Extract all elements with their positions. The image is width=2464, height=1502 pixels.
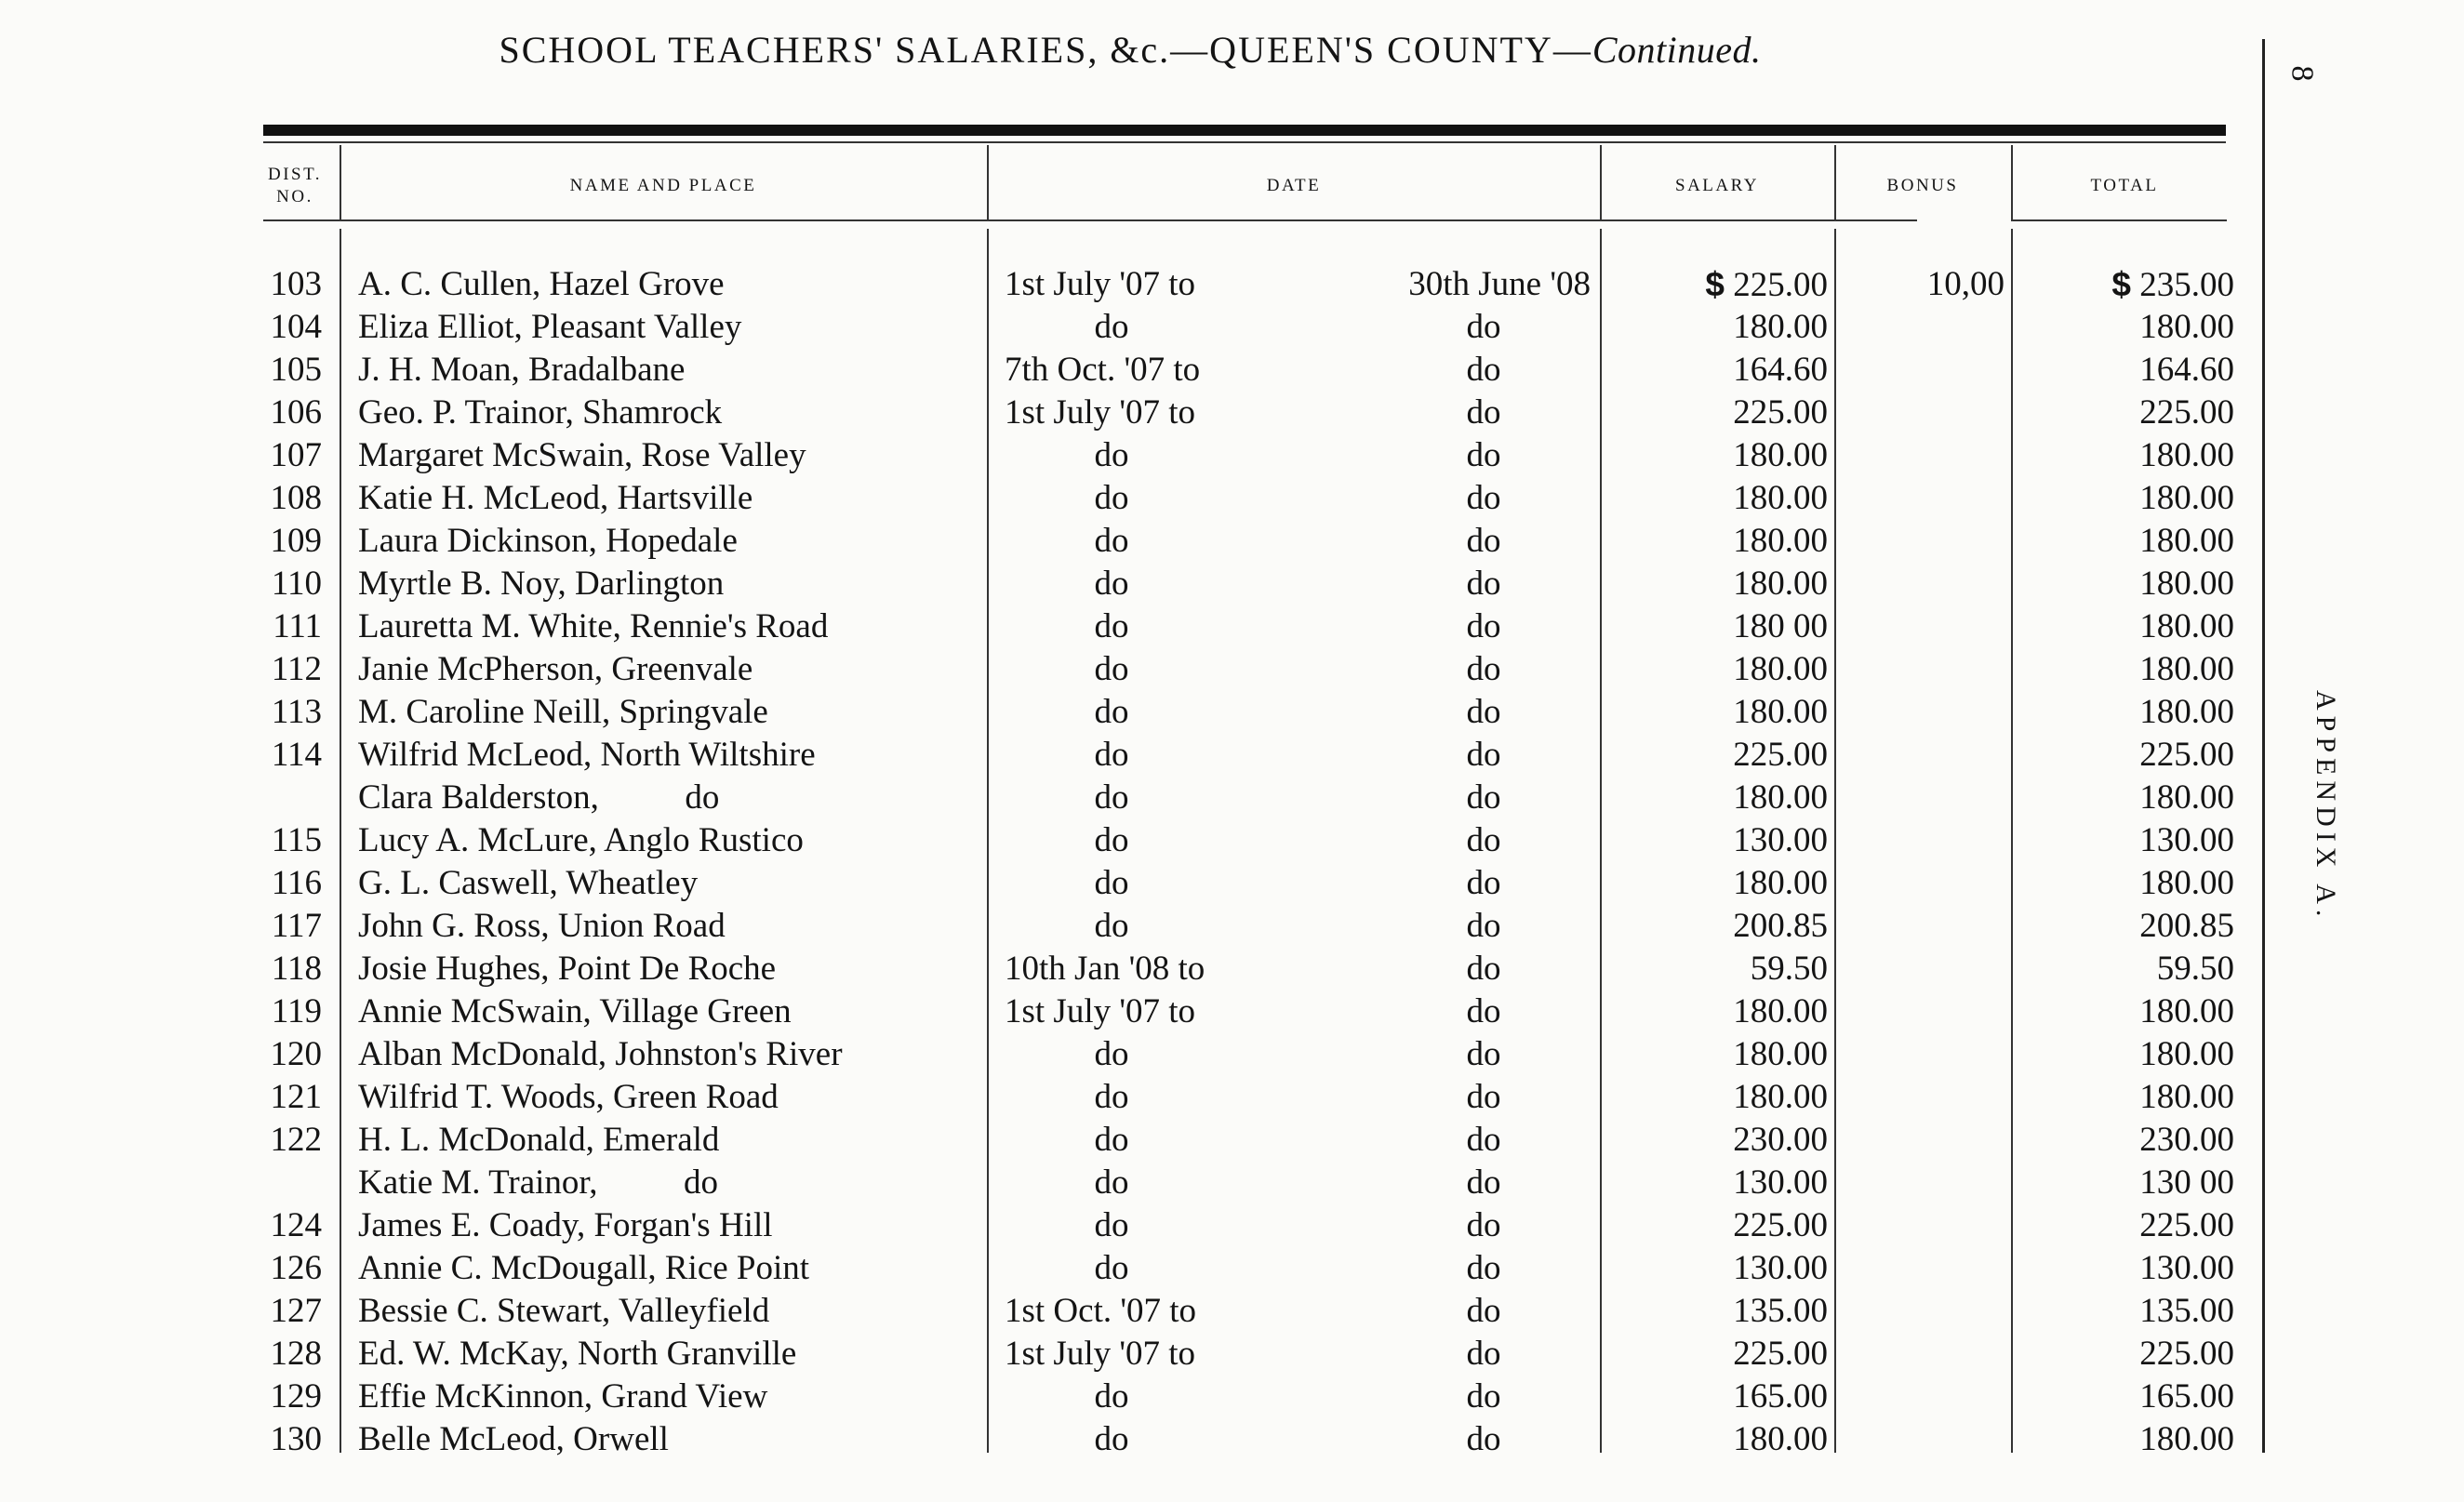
table-row — [0, 777, 2251, 819]
dist-no-cell: 109 — [270, 522, 322, 560]
table-row — [0, 477, 2251, 520]
date-from-cell: do — [1094, 1163, 1129, 1202]
date-to-cell: do — [1466, 1163, 1501, 1202]
salary-cell: 180.00 — [1733, 650, 1828, 688]
date-to-cell: do — [1466, 522, 1501, 560]
name-place-cell: Katie M. Trainor, do — [358, 1163, 719, 1202]
salary-cell: 130.00 — [1733, 1249, 1828, 1287]
name-place-cell: Belle McLeod, Orwell — [358, 1420, 669, 1458]
name-place-cell: Eliza Elliot, Pleasant Valley — [358, 308, 742, 346]
total-cell: 165.00 — [2139, 1377, 2234, 1416]
column-divider — [2011, 145, 2013, 219]
date-from-cell: 1st July '07 to — [1005, 265, 1196, 303]
dist-no-cell: 107 — [270, 436, 322, 474]
name-place-cell: Margaret McSwain, Rose Valley — [358, 436, 806, 474]
salary-cell: 225.00 — [1733, 1206, 1828, 1244]
name-place-cell: Alban McDonald, Johnston's River — [358, 1035, 843, 1073]
table-row — [0, 990, 2251, 1033]
table-row — [0, 648, 2251, 691]
date-from-cell: do — [1094, 907, 1129, 945]
salary-cell: 180.00 — [1733, 308, 1828, 346]
salary-cell: 225.00 — [1733, 1335, 1828, 1373]
date-to-cell: do — [1466, 1335, 1501, 1373]
page-title-main: SCHOOL TEACHERS' SALARIES, &c.—QUEEN'S COUNTY— — [499, 29, 1592, 71]
name-place-cell: Josie Hughes, Point De Roche — [358, 950, 777, 988]
name-place-cell: Annie McSwain, Village Green — [358, 992, 792, 1030]
table-row — [0, 392, 2251, 434]
header-thick-rule — [263, 125, 2226, 136]
dist-no-cell: 127 — [270, 1292, 322, 1330]
total-cell: 180.00 — [2139, 479, 2234, 517]
name-place-cell: Lucy A. McLure, Anglo Rustico — [358, 821, 804, 859]
table-row — [0, 349, 2251, 392]
date-to-cell: do — [1466, 308, 1501, 346]
name-place-cell: Laura Dickinson, Hopedale — [358, 522, 738, 560]
total-cell: 164.60 — [2139, 351, 2234, 389]
name-place-cell: Myrtle B. Noy, Darlington — [358, 565, 725, 603]
date-to-cell: do — [1466, 607, 1501, 645]
salary-cell: 225.00 — [1733, 736, 1828, 774]
dist-no-cell: 104 — [270, 308, 322, 346]
total-cell: 180.00 — [2139, 864, 2234, 902]
salary-cell: 180 00 — [1733, 607, 1828, 645]
total-cell: 130.00 — [2139, 821, 2234, 859]
total-cell: 225.00 — [2139, 1335, 2234, 1373]
name-place-cell: Lauretta M. White, Rennie's Road — [358, 607, 829, 645]
total-cell: 230.00 — [2139, 1121, 2234, 1159]
name-place-cell: Effie McKinnon, Grand View — [358, 1377, 768, 1416]
header-bottom-rule — [1444, 219, 1600, 221]
date-from-cell: do — [1094, 1420, 1129, 1458]
date-from-cell: do — [1094, 864, 1129, 902]
name-place-cell: H. L. McDonald, Emerald — [358, 1121, 720, 1159]
date-to-cell: do — [1466, 436, 1501, 474]
total-cell: 59.50 — [2156, 950, 2234, 988]
table-row — [0, 434, 2251, 477]
page-title-continued: Continued. — [1592, 29, 1762, 71]
total-cell: 180.00 — [2139, 1035, 2234, 1073]
salary-cell: 230.00 — [1733, 1121, 1828, 1159]
table-row — [0, 306, 2251, 349]
table-row — [0, 691, 2251, 734]
table-row — [0, 1076, 2251, 1119]
dist-no-cell: 113 — [271, 693, 322, 731]
name-place-cell: Ed. W. McKay, North Granville — [358, 1335, 797, 1373]
dist-no-cell: 106 — [270, 393, 322, 432]
salary-cell: 180.00 — [1733, 436, 1828, 474]
header-bonus: BONUS — [1886, 176, 1959, 196]
table-row — [0, 263, 2251, 306]
page-number: 8 — [2284, 65, 2320, 82]
page-right-border — [2262, 39, 2265, 1453]
date-from-cell: do — [1094, 821, 1129, 859]
dist-no-cell: 120 — [270, 1035, 322, 1073]
page-title — [0, 28, 2260, 72]
salary-cell: 164.60 — [1733, 351, 1828, 389]
salary-cell: 165.00 — [1733, 1377, 1828, 1416]
date-to-cell: do — [1466, 821, 1501, 859]
total-cell: 180.00 — [2139, 565, 2234, 603]
salary-cell: 59.50 — [1750, 950, 1828, 988]
total-cell: 180.00 — [2139, 992, 2234, 1030]
name-place-cell: Geo. P. Trainor, Shamrock — [358, 393, 723, 432]
date-from-cell: do — [1094, 778, 1129, 817]
table-row — [0, 1119, 2251, 1162]
date-to-cell: do — [1466, 907, 1501, 945]
table-row — [0, 1376, 2251, 1418]
salary-cell: 180.00 — [1733, 1078, 1828, 1116]
table-row — [0, 1418, 2251, 1461]
date-to-cell: do — [1466, 1420, 1501, 1458]
appendix-label: APPENDIX A. — [2311, 690, 2341, 923]
table-row — [0, 734, 2251, 777]
header-date: DATE — [1266, 176, 1322, 196]
date-to-cell: do — [1466, 1035, 1501, 1073]
bonus-cell: 10,00 — [1926, 265, 2004, 303]
dist-no-cell: 126 — [270, 1249, 322, 1287]
currency-symbol: $ — [2111, 265, 2131, 303]
date-to-cell: do — [1466, 1292, 1501, 1330]
date-from-cell: do — [1094, 693, 1129, 731]
total-cell: 130.00 — [2139, 1249, 2234, 1287]
date-from-cell: do — [1094, 522, 1129, 560]
table-row — [0, 862, 2251, 905]
dist-no-cell: 118 — [271, 950, 322, 988]
table-row — [0, 1247, 2251, 1290]
dist-no-cell: 108 — [270, 479, 322, 517]
total-cell: 180.00 — [2139, 650, 2234, 688]
total-cell: 180.00 — [2139, 436, 2234, 474]
name-place-cell: G. L. Caswell, Wheatley — [358, 864, 699, 902]
name-place-cell: John G. Ross, Union Road — [358, 907, 726, 945]
header-bottom-rule — [2011, 219, 2227, 221]
dist-no-cell: 128 — [270, 1335, 322, 1373]
date-to-cell: do — [1466, 1078, 1501, 1116]
date-from-cell: do — [1094, 479, 1129, 517]
table-row — [0, 905, 2251, 948]
name-place-cell: James E. Coady, Forgan's Hill — [358, 1206, 773, 1244]
name-place-cell: Wilfrid T. Woods, Green Road — [358, 1078, 779, 1116]
total-cell: 225.00 — [2139, 736, 2234, 774]
total-cell: 225.00 — [2139, 1206, 2234, 1244]
header-total: TOTAL — [2090, 176, 2159, 196]
dist-no-cell: 111 — [273, 607, 322, 645]
date-to-cell: do — [1466, 693, 1501, 731]
date-from-cell: do — [1094, 1121, 1129, 1159]
salary-cell: 180.00 — [1733, 992, 1828, 1030]
salary-cell: 130.00 — [1733, 1163, 1828, 1202]
dist-no-cell: 115 — [271, 821, 322, 859]
table-row — [0, 948, 2251, 990]
date-from-cell: do — [1094, 1078, 1129, 1116]
salary-cell: 180.00 — [1733, 522, 1828, 560]
date-from-cell: do — [1094, 607, 1129, 645]
total-cell: 135.00 — [2139, 1292, 2234, 1330]
table-row — [0, 605, 2251, 648]
date-to-cell: do — [1466, 864, 1501, 902]
date-to-cell: do — [1466, 393, 1501, 432]
dist-no-cell: 117 — [271, 907, 322, 945]
column-divider — [1834, 145, 1836, 219]
dist-no-cell: 121 — [270, 1078, 322, 1116]
salary-cell: 180.00 — [1733, 778, 1828, 817]
name-place-cell: Katie H. McLeod, Hartsville — [358, 479, 753, 517]
dist-no-cell: 124 — [270, 1206, 322, 1244]
date-from-cell: 7th Oct. '07 to — [1005, 351, 1201, 389]
column-divider — [987, 145, 989, 219]
date-from-cell: do — [1094, 565, 1129, 603]
date-from-cell: do — [1094, 308, 1129, 346]
header-salary: SALARY — [1675, 176, 1759, 196]
name-place-cell: Annie C. McDougall, Rice Point — [358, 1249, 810, 1287]
table-row — [0, 1162, 2251, 1204]
name-place-cell: Wilfrid McLeod, North Wiltshire — [358, 736, 816, 774]
total-cell: 180.00 — [2139, 522, 2234, 560]
salary-cell-value: 225.00 — [1733, 266, 1828, 304]
date-from-cell: do — [1094, 1377, 1129, 1416]
header-dist-no: DIST. NO. — [267, 165, 323, 206]
name-place-cell: A. C. Cullen, Hazel Grove — [358, 265, 725, 303]
table-row — [0, 819, 2251, 862]
salary-cell: 180.00 — [1733, 1420, 1828, 1458]
name-place-cell: Bessie C. Stewart, Valleyfield — [358, 1292, 770, 1330]
total-cell: 180.00 — [2139, 607, 2234, 645]
name-place-cell: M. Caroline Neill, Springvale — [358, 693, 768, 731]
dist-no-cell: 110 — [271, 565, 322, 603]
name-place-cell: Clara Balderston, do — [358, 778, 720, 817]
date-to-cell: do — [1466, 650, 1501, 688]
date-to-cell: do — [1466, 479, 1501, 517]
total-cell: 200.85 — [2139, 907, 2234, 945]
dist-no-cell: 116 — [271, 864, 322, 902]
dist-no-cell: 112 — [271, 650, 322, 688]
dist-no-cell: 103 — [270, 265, 322, 303]
table-row — [0, 1290, 2251, 1333]
date-to-cell: do — [1466, 736, 1501, 774]
salary-cell: 225.00 — [1733, 393, 1828, 432]
table-row — [0, 1033, 2251, 1076]
total-cell: 180.00 — [2139, 693, 2234, 731]
total-cell: 180.00 — [2139, 1078, 2234, 1116]
dist-no-cell: 129 — [270, 1377, 322, 1416]
date-from-cell: do — [1094, 650, 1129, 688]
date-from-cell: do — [1094, 1035, 1129, 1073]
date-to-cell: do — [1466, 1121, 1501, 1159]
date-to-cell: do — [1466, 992, 1501, 1030]
dist-no-cell: 114 — [271, 736, 322, 774]
name-place-cell: Janie McPherson, Greenvale — [358, 650, 753, 688]
total-cell: 180.00 — [2139, 1420, 2234, 1458]
dist-no-cell: 122 — [270, 1121, 322, 1159]
column-divider — [340, 145, 341, 219]
salary-cell: 180.00 — [1733, 693, 1828, 731]
date-to-cell: do — [1466, 351, 1501, 389]
date-from-cell: 1st July '07 to — [1005, 393, 1196, 432]
salary-cell: 130.00 — [1733, 821, 1828, 859]
salary-cell: 180.00 — [1733, 479, 1828, 517]
date-from-cell: 10th Jan '08 to — [1005, 950, 1205, 988]
salary-cell: 180.00 — [1733, 864, 1828, 902]
total-cell-value: 235.00 — [2139, 266, 2234, 304]
currency-symbol: $ — [1705, 265, 1725, 303]
date-to-cell: do — [1466, 778, 1501, 817]
date-to-cell: do — [1466, 565, 1501, 603]
dist-no-cell: 130 — [270, 1420, 322, 1458]
salary-cell: 135.00 — [1733, 1292, 1828, 1330]
date-from-cell: 1st July '07 to — [1005, 1335, 1196, 1373]
date-from-cell: do — [1094, 1206, 1129, 1244]
date-from-cell: 1st July '07 to — [1005, 992, 1196, 1030]
date-to-cell: do — [1466, 1206, 1501, 1244]
name-place-cell: J. H. Moan, Bradalbane — [358, 351, 686, 389]
header-name-place: NAME AND PLACE — [569, 176, 757, 196]
table-row — [0, 1204, 2251, 1247]
date-to-cell: do — [1466, 1377, 1501, 1416]
date-from-cell: do — [1094, 1249, 1129, 1287]
date-from-cell: 1st Oct. '07 to — [1005, 1292, 1197, 1330]
table-row — [0, 563, 2251, 605]
date-from-cell: do — [1094, 736, 1129, 774]
total-cell: 225.00 — [2139, 393, 2234, 432]
total-cell: 180.00 — [2139, 308, 2234, 346]
header-thin-rule — [263, 141, 2226, 143]
salary-cell: 200.85 — [1733, 907, 1828, 945]
total-cell — [2018, 263, 2234, 307]
date-to-cell: do — [1466, 950, 1501, 988]
dist-no-cell: 105 — [270, 351, 322, 389]
total-cell: 130 00 — [2139, 1163, 2234, 1202]
table-row — [0, 1333, 2251, 1376]
date-to-cell: do — [1466, 1249, 1501, 1287]
salary-cell: 180.00 — [1733, 1035, 1828, 1073]
dist-no-cell: 119 — [271, 992, 322, 1030]
header-bottom-rule — [263, 219, 1917, 221]
total-cell: 180.00 — [2139, 778, 2234, 817]
salary-cell — [1600, 263, 1828, 307]
date-from-cell: do — [1094, 436, 1129, 474]
date-to-cell: 30th June '08 — [1408, 265, 1591, 303]
salary-cell: 180.00 — [1733, 565, 1828, 603]
column-divider — [1600, 145, 1602, 219]
table-row — [0, 520, 2251, 563]
